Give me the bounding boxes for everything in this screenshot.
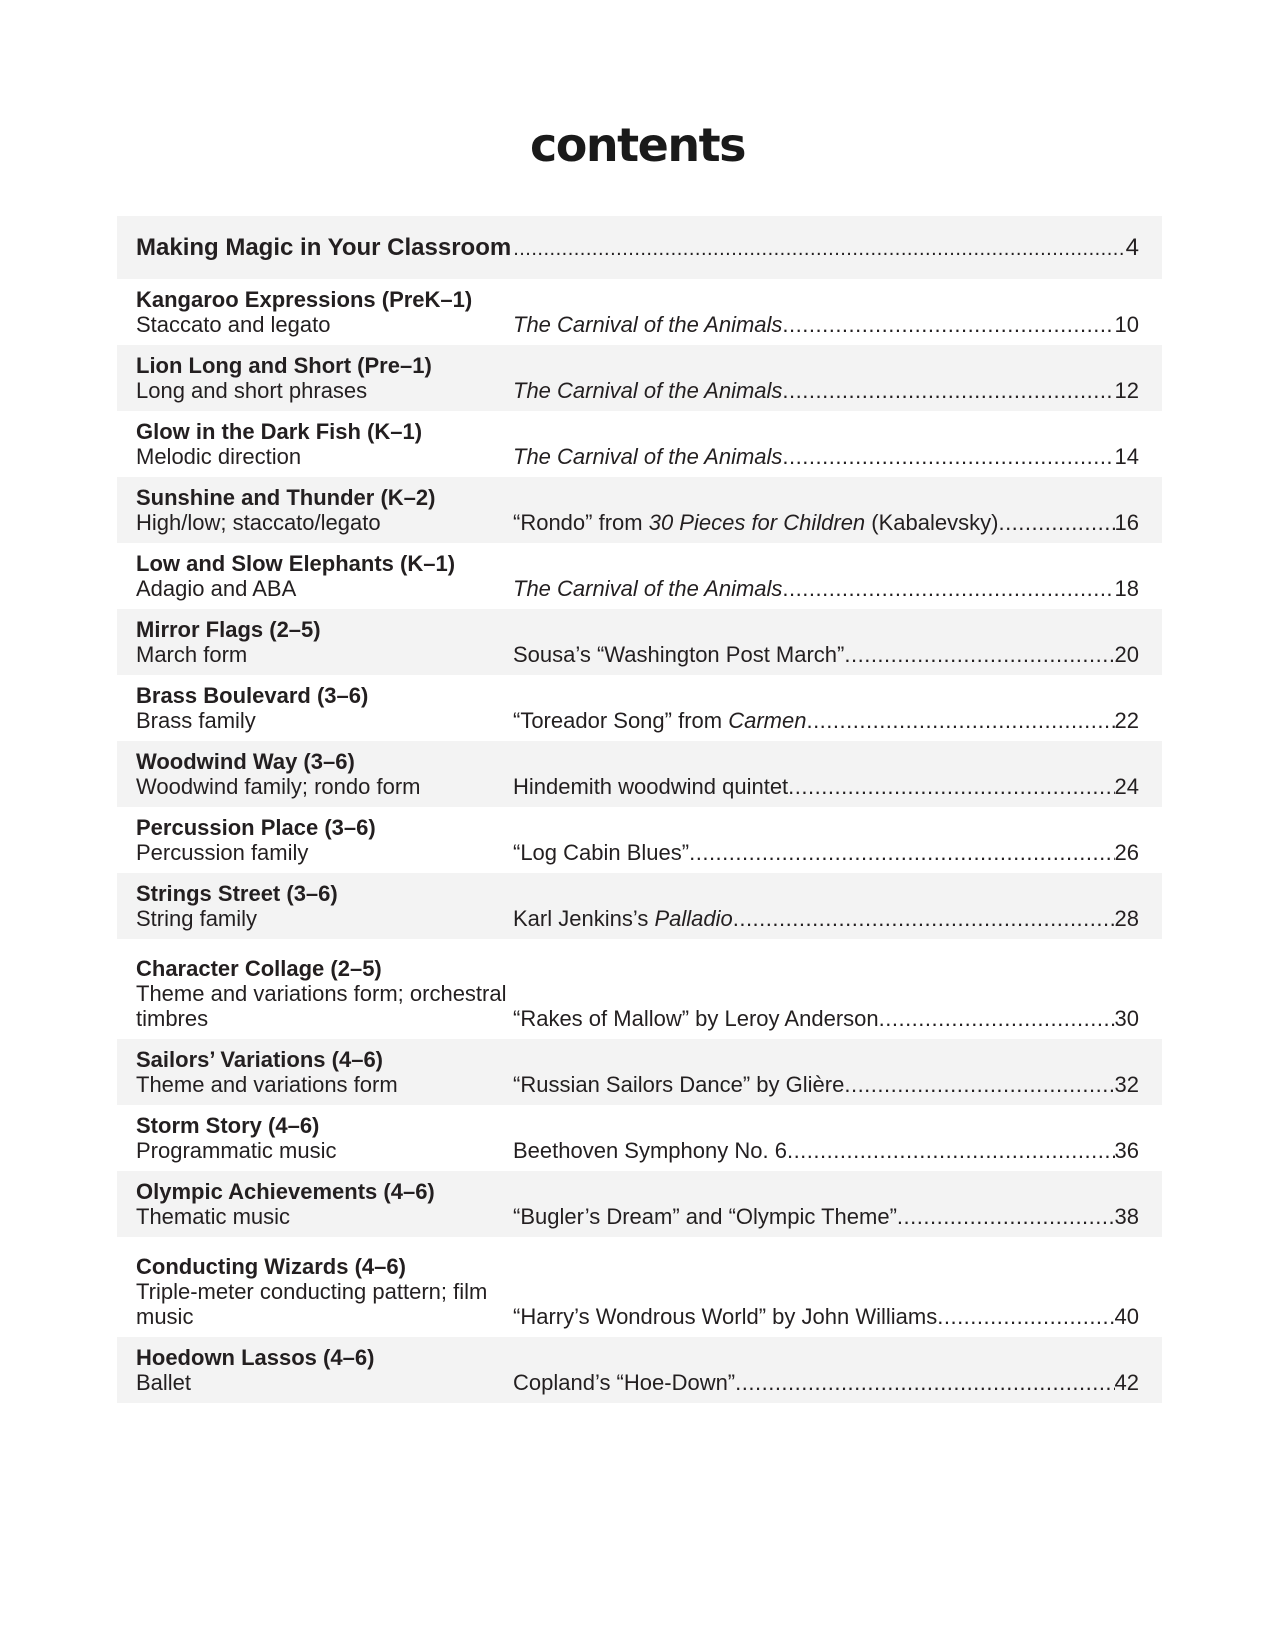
dot-leader	[689, 840, 1114, 865]
entry-piece	[513, 1072, 844, 1097]
entry-page-number: 26	[1114, 840, 1139, 865]
entry-title: Lion Long and Short (Pre–1)	[136, 353, 432, 378]
entry-topic: Long and short phrases	[136, 378, 368, 403]
entry-piece	[513, 774, 788, 799]
entry-title: Sunshine and Thunder (K–2)	[136, 485, 436, 510]
entry-right-column	[513, 510, 1139, 535]
entry-title: Glow in the Dark Fish (K–1)	[136, 419, 423, 444]
dot-leader	[787, 1138, 1115, 1163]
entry-right-column	[513, 1304, 1139, 1329]
entry-left-column	[136, 1047, 513, 1097]
entry-page-number: 40	[1114, 1304, 1139, 1329]
toc-entry	[117, 411, 1162, 477]
entry-page-number: 36	[1114, 1138, 1139, 1163]
entry-left-column	[136, 485, 513, 535]
toc-entry	[117, 741, 1162, 807]
entry-page-number: 38	[1114, 1204, 1139, 1229]
piece-italic-title: The Carnival of the Animals	[513, 444, 783, 469]
entry-right-column	[513, 708, 1139, 733]
entry-right-column	[513, 906, 1139, 931]
entry-piece	[513, 708, 806, 733]
entry-right-column	[513, 1370, 1139, 1395]
dot-leader	[733, 906, 1115, 931]
entry-topic: Adagio and ABA	[136, 576, 297, 601]
piece-text: “Bugler’s Dream” and “Olympic Theme”	[513, 1204, 897, 1229]
entry-piece	[513, 1304, 937, 1329]
piece-italic-title: 30 Pieces for Children	[648, 510, 866, 535]
entry-topic: Theme and variations form; orchestral timbres	[136, 981, 507, 1031]
entry-left-column	[136, 1345, 513, 1395]
entry-title: Woodwind Way (3–6)	[136, 749, 355, 774]
entry-left-column	[136, 419, 513, 469]
piece-text: Karl Jenkins’s	[513, 906, 655, 931]
entry-piece	[513, 1138, 787, 1163]
dot-leader	[998, 510, 1114, 535]
page-title: contents	[530, 118, 745, 172]
dot-leader	[788, 774, 1114, 799]
entry-title: Character Collage (2–5)	[136, 956, 382, 981]
entry-topic: Programmatic music	[136, 1138, 337, 1163]
piece-text: “Log Cabin Blues”	[513, 840, 690, 865]
entry-piece	[513, 1204, 897, 1229]
intro-title: Making Magic in Your Classroom	[136, 233, 512, 261]
dot-leader	[897, 1204, 1115, 1229]
piece-italic-title: The Carnival of the Animals	[513, 312, 783, 337]
entry-topic: Brass family	[136, 708, 256, 733]
toc-intro-row	[117, 216, 1162, 279]
entry-left-column	[136, 1113, 513, 1163]
entry-page-number: 16	[1114, 510, 1139, 535]
entry-piece	[513, 642, 844, 667]
entry-piece	[513, 312, 782, 337]
piece-text-after: (Kabalevsky)	[865, 510, 999, 535]
dot-leader	[735, 1370, 1114, 1395]
toc-entry	[117, 543, 1162, 609]
piece-italic-title: The Carnival of the Animals	[513, 576, 783, 601]
piece-text: Beethoven Symphony No. 6	[513, 1138, 787, 1163]
piece-text: “Rakes of Mallow” by Leroy Anderson	[513, 1006, 879, 1031]
toc-entry	[117, 1337, 1162, 1403]
entry-topic: Ballet	[136, 1370, 192, 1395]
entry-page-number: 28	[1114, 906, 1139, 931]
entry-topic: Percussion family	[136, 840, 309, 865]
dot-leader	[844, 1072, 1114, 1097]
table-of-contents	[117, 216, 1162, 1403]
entry-topic: High/low; staccato/legato	[136, 510, 381, 535]
entry-right-column	[513, 444, 1139, 469]
entry-left-column	[136, 749, 513, 799]
entry-topic: Theme and variations form	[136, 1072, 398, 1097]
entry-page-number: 24	[1114, 774, 1139, 799]
entry-left-column	[136, 881, 513, 931]
toc-entry	[117, 1039, 1162, 1105]
entry-page-number: 20	[1114, 642, 1139, 667]
entry-topic: Melodic direction	[136, 444, 302, 469]
entry-piece	[513, 1006, 879, 1031]
entry-piece	[513, 906, 733, 931]
entry-title: Percussion Place (3–6)	[136, 815, 376, 840]
entry-right-column	[513, 1072, 1139, 1097]
entry-left-column	[136, 353, 513, 403]
toc-entry	[117, 939, 1162, 1039]
entry-topic: Staccato and legato	[136, 312, 331, 337]
entry-piece	[513, 576, 782, 601]
dot-leader	[782, 444, 1114, 469]
entry-piece	[513, 378, 782, 403]
piece-text: Copland’s “Hoe-Down”	[513, 1370, 736, 1395]
toc-entries	[117, 279, 1162, 1403]
entry-topic: String family	[136, 906, 258, 931]
entry-title: Brass Boulevard (3–6)	[136, 683, 369, 708]
entry-title: Sailors’ Variations (4–6)	[136, 1047, 384, 1072]
entry-right-column	[513, 1006, 1139, 1031]
toc-entry	[117, 675, 1162, 741]
entry-title: Low and Slow Elephants (K–1)	[136, 551, 456, 576]
entry-left-column	[136, 1254, 513, 1329]
entry-title: Hoedown Lassos (4–6)	[136, 1345, 375, 1370]
piece-italic-title: The Carnival of the Animals	[513, 378, 783, 403]
entry-right-column	[513, 378, 1139, 403]
dot-leader	[782, 378, 1114, 403]
toc-entry	[117, 807, 1162, 873]
entry-page-number: 22	[1114, 708, 1139, 733]
entry-piece	[513, 510, 998, 535]
dot-leader	[782, 576, 1114, 601]
entry-title: Kangaroo Expressions (PreK–1)	[136, 287, 473, 312]
dot-leader	[782, 312, 1114, 337]
entry-topic: Triple-meter conducting pattern; film music	[136, 1279, 488, 1329]
piece-text: “Toreador Song” from	[513, 708, 729, 733]
toc-entry	[117, 1171, 1162, 1237]
entry-topic: March form	[136, 642, 248, 667]
entry-right-column	[513, 774, 1139, 799]
entry-right-column	[513, 576, 1139, 601]
entry-title: Storm Story (4–6)	[136, 1113, 320, 1138]
entry-right-column	[513, 1138, 1139, 1163]
piece-text: “Russian Sailors Dance” by Glière	[513, 1072, 845, 1097]
toc-entry	[117, 345, 1162, 411]
entry-left-column	[136, 956, 513, 1031]
piece-italic-title: Palladio	[654, 906, 733, 931]
entry-page-number: 10	[1114, 312, 1139, 337]
entry-page-number: 30	[1114, 1006, 1139, 1031]
entry-left-column	[136, 617, 513, 667]
entry-title: Olympic Achievements (4–6)	[136, 1179, 435, 1204]
entry-piece	[513, 1370, 735, 1395]
toc-entry	[117, 477, 1162, 543]
entry-right-column	[513, 312, 1139, 337]
entry-right-column	[513, 1204, 1139, 1229]
toc-entry	[117, 1237, 1162, 1337]
entry-piece	[513, 840, 689, 865]
piece-text: “Rondo” from	[513, 510, 649, 535]
entry-page-number: 18	[1114, 576, 1139, 601]
toc-entry	[117, 279, 1162, 345]
toc-entry	[117, 873, 1162, 939]
piece-text: “Harry’s Wondrous World” by John Williams	[513, 1304, 938, 1329]
entry-left-column	[136, 815, 513, 865]
entry-page-number: 12	[1114, 378, 1139, 403]
entry-page-number: 14	[1114, 444, 1139, 469]
dot-leader	[806, 708, 1114, 733]
entry-page-number: 32	[1114, 1072, 1139, 1097]
entry-left-column	[136, 551, 513, 601]
piece-text: Sousa’s “Washington Post March”	[513, 642, 845, 667]
dot-leader	[844, 642, 1114, 667]
dot-leader	[879, 1006, 1115, 1031]
entry-page-number: 42	[1114, 1370, 1139, 1395]
entry-right-column	[513, 642, 1139, 667]
piece-italic-title: Carmen	[728, 708, 807, 733]
entry-piece	[513, 444, 782, 469]
entry-topic: Thematic music	[136, 1204, 291, 1229]
entry-left-column	[136, 1179, 513, 1229]
toc-entry	[117, 609, 1162, 675]
entry-left-column	[136, 683, 513, 733]
entry-left-column	[136, 287, 513, 337]
dot-leader	[513, 238, 1123, 261]
entry-topic: Woodwind family; rondo form	[136, 774, 421, 799]
entry-title: Conducting Wizards (4–6)	[136, 1254, 406, 1279]
entry-right-column	[513, 840, 1139, 865]
toc-entry	[117, 1105, 1162, 1171]
piece-text: Hindemith woodwind quintet	[513, 774, 789, 799]
intro-page-number: 4	[1125, 233, 1139, 261]
dot-leader	[937, 1304, 1114, 1329]
entry-title: Strings Street (3–6)	[136, 881, 338, 906]
entry-title: Mirror Flags (2–5)	[136, 617, 321, 642]
